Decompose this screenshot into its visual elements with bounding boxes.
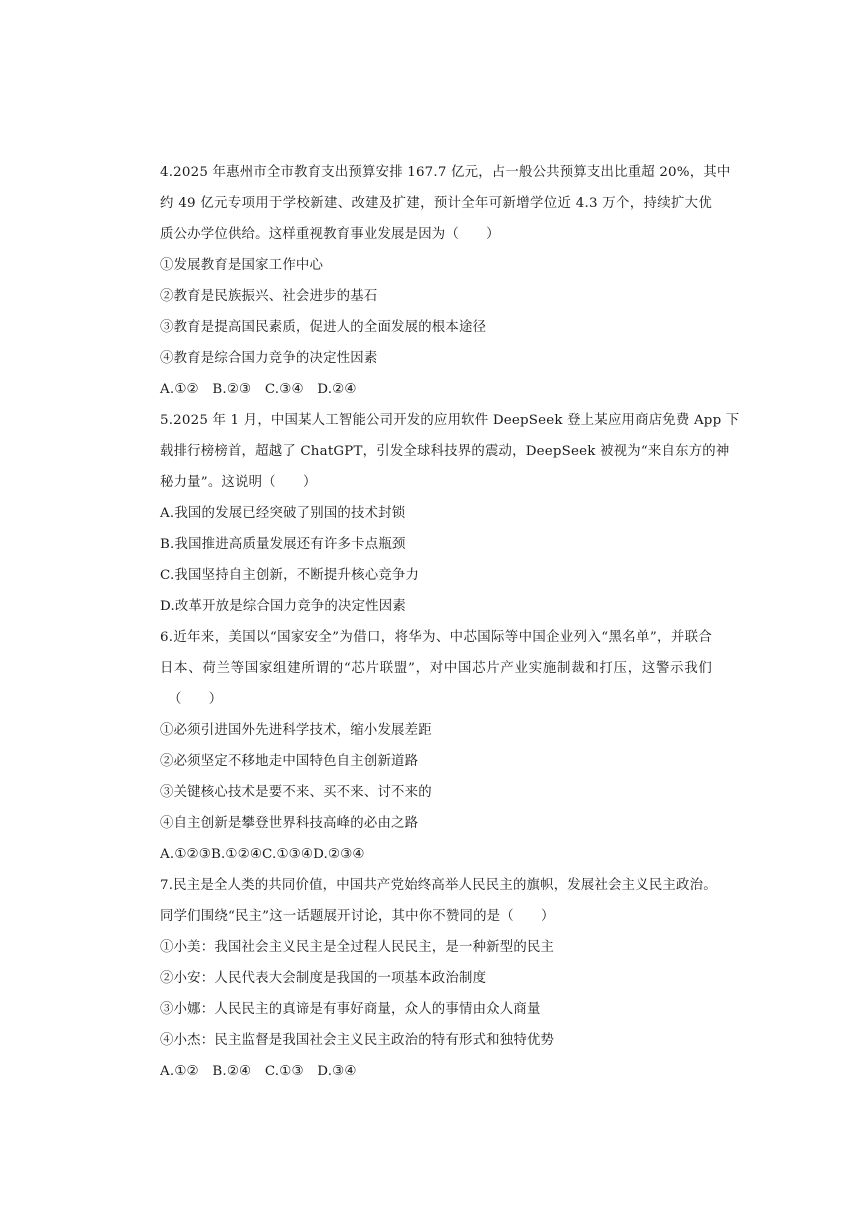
question-4-stem-line-1: 4.2025 年惠州市全市教育支出预算安排 167.7 亿元，占一般公共预算支出比重超 20%，其中: [160, 165, 731, 180]
question-list: [160, 157, 740, 1087]
question-5-stem-line-2: 载排行榜榜首，超越了 ChatGPT，引发全球科技界的震动，DeepSeek 被视为“来自东方的神: [160, 444, 730, 459]
question-6-stem-line-1: 6.近年来，美国以“国家安全”为借口，将华为、中芯国际等中国企业列入“黑名单”，并联合: [160, 630, 712, 645]
question-4-statement-1: ①发展教育是国家工作中心: [160, 258, 324, 273]
question-4-statement-4: ④教育是综合国力竞争的决定性因素: [160, 351, 378, 366]
question-5-stem-line-3: 秘力量”。这说明（ ）: [160, 475, 317, 490]
question-4-statement-3: ③教育是提高国民素质，促进人的全面发展的根本途径: [160, 320, 487, 335]
question-7-stem-line-1: 7.民主是全人类的共同价值，中国共产党始终高举人民民主的旗帜，发展社会主义民主政治。: [160, 878, 717, 893]
question-7: [160, 870, 717, 1087]
question-6-stem-line-3: （ ）: [168, 692, 223, 707]
question-5-option-c: C.我国坚持自主创新，不断提升核心竞争力: [160, 568, 420, 583]
question-6: [160, 622, 712, 870]
question-6-statement-3: ③关键核心技术是要不来、买不来、讨不来的: [160, 785, 432, 800]
question-5-option-b: B.我国推进高质量发展还有许多卡点瓶颈: [160, 537, 406, 552]
question-6-answer-choices: A.①②③B.①②④C.①③④D.②③④: [160, 847, 365, 862]
question-4-stem-line-3: 质公办学位供给。这样重视教育事业发展是因为（ ）: [160, 227, 500, 242]
question-7-statement-1: ①小美：我国社会主义民主是全过程人民民主，是一种新型的民主: [160, 940, 555, 955]
question-7-statement-4: ④小杰：民主监督是我国社会主义民主政治的特有形式和独特优势: [160, 1033, 555, 1048]
question-5-option-a: A.我国的发展已经突破了别国的技术封锁: [160, 506, 406, 521]
question-4: [160, 157, 731, 405]
question-7-stem-line-2: 同学们围绕“民主”这一话题展开讨论，其中你不赞同的是（ ）: [160, 909, 555, 924]
question-7-statement-2: ②小安：人民代表大会制度是我国的一项基本政治制度: [160, 971, 487, 986]
question-4-answer-choices: A.①② B.②③ C.③④ D.②④: [160, 382, 357, 397]
question-4-stem-line-2: 约 49 亿元专项用于学校新建、改建及扩建，预计全年可新增学位近 4.3 万个，持续扩大优: [160, 196, 712, 211]
question-7-statement-3: ③小娜：人民民主的真谛是有事好商量，众人的事情由众人商量: [160, 1002, 541, 1017]
question-6-stem-line-2: 日本、荷兰等国家组建所谓的“芯片联盟”，对中国芯片产业实施制裁和打压，这警示我们: [160, 661, 712, 676]
question-6-statement-4: ④自主创新是攀登世界科技高峰的必由之路: [160, 816, 419, 831]
question-4-statement-2: ②教育是民族振兴、社会进步的基石: [160, 289, 378, 304]
question-6-statement-1: ①必须引进国外先进科学技术，缩小发展差距: [160, 723, 432, 738]
question-5-option-d: D.改革开放是综合国力竞争的决定性因素: [160, 599, 406, 614]
question-5: [160, 405, 740, 622]
question-5-stem-line-1: 5.2025 年 1 月，中国某人工智能公司开发的应用软件 DeepSeek 登上某应用商店免费 App 下: [160, 413, 740, 428]
question-6-statement-2: ②必须坚定不移地走中国特色自主创新道路: [160, 754, 419, 769]
question-7-answer-choices: A.①② B.②④ C.①③ D.③④: [160, 1064, 357, 1079]
